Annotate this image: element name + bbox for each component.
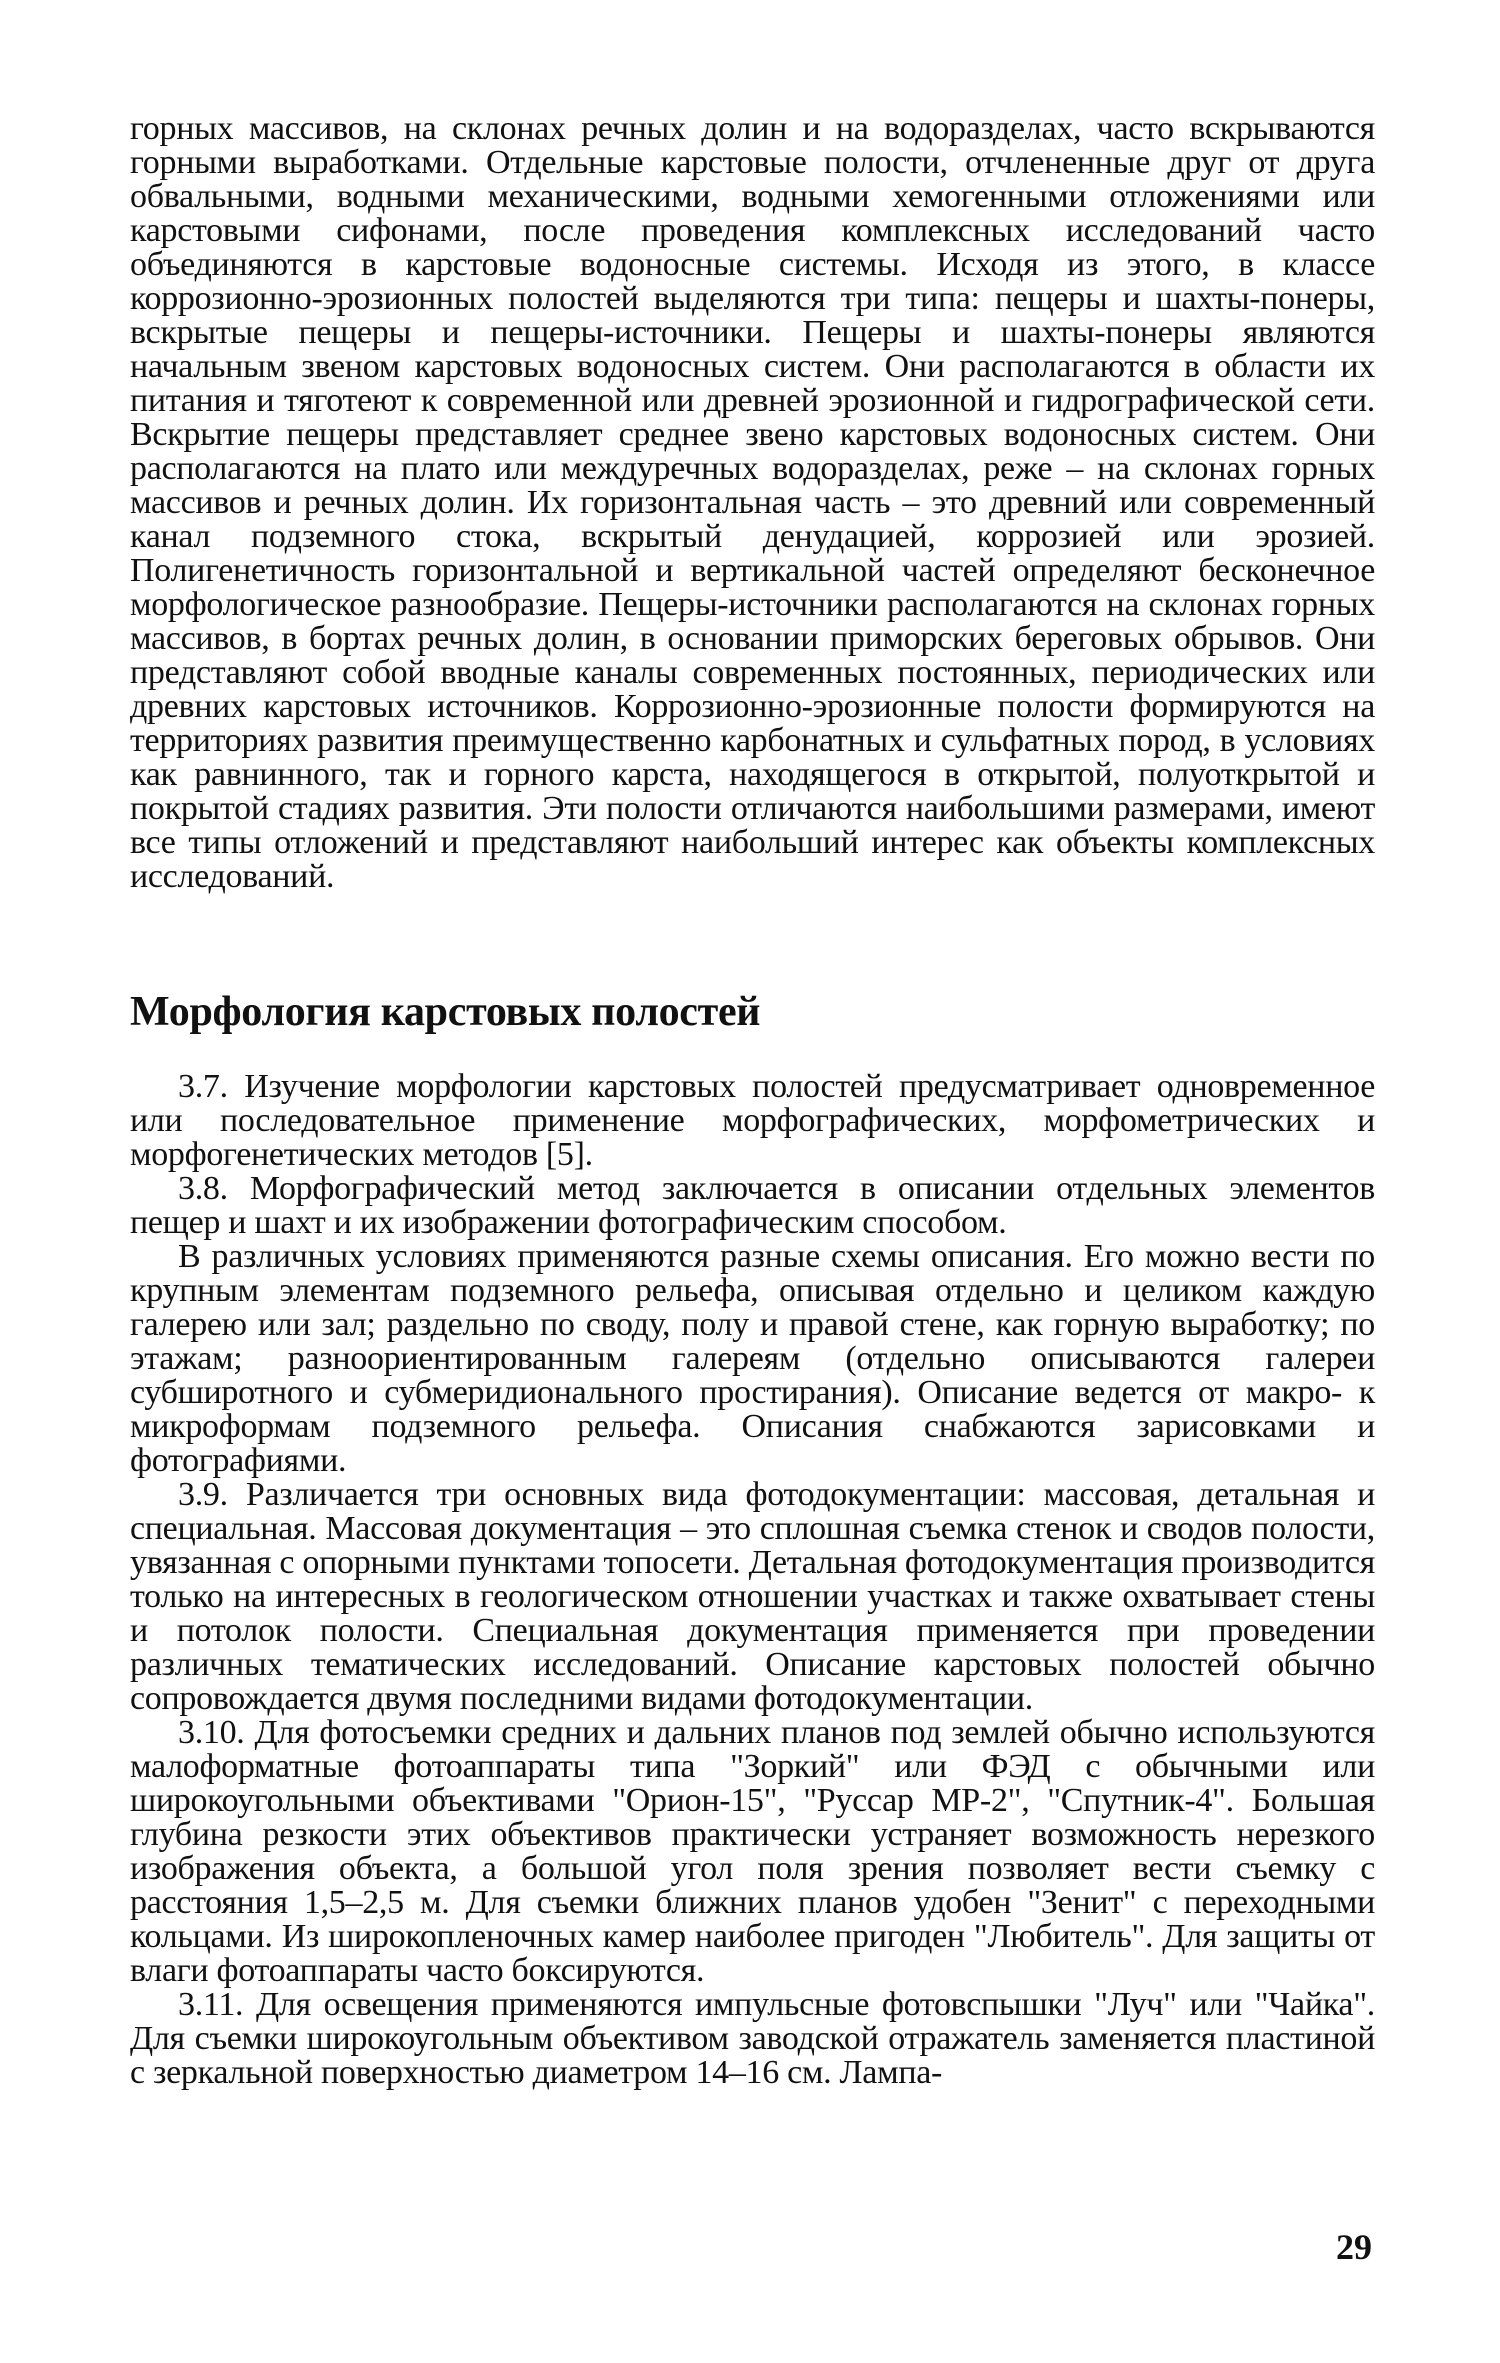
paragraph: горных массивов, на склонах речных долин и на водоразделах, часто вскрываются горными выработками. Отдельные карстовые полости, отчлененные друг от друга обвальными, водными механическими, водными хемогенными отложениями или карстовыми сифонами, после проведения комплексных исследований часто объединяются в карстовые водоносные системы. Исходя из этого, в классе коррозионно-эрозионных полостей выделяются три типа: пещеры и шахты-понеры, вскрытые пещеры и пещеры-источники. Пещеры и шахты-понеры являются начальным звеном карстовых водоносных систем. Они располагаются в области их питания и тяготеют к современной или древней эрозионной и гидрографической сети. Вскрытие пещеры представляет среднее звено карстовых водоносных систем. Они располагаются на плато или междуречных водоразделах, реже – на склонах горных массивов и речных долин. Их горизонтальная часть – это древний или современный канал подземного стока, вскрытый денудацией, коррозией или эрозией. Полигенетичность горизонтальной и вертикальной частей определяют бесконечное морфологическое разнообразие. Пещеры-источники располагаются на склонах горных массивов, в бортах речных долин, в основании приморских береговых обрывов. Они представляют собой вводные каналы современных постоянных, периодических или древних карстовых источников. Коррозионно-эрозионные полости формируются на территориях развития преимущественно карбонатных и сульфатных пород, в условиях как равнинного, так и горного карста, находящегося в открытой, полуоткрытой и покрытой стадиях развития. Эти полости отличаются наибольшими размерами, имеют все типы отложений и представляют наибольший интерес как объекты комплексных исследований. <box>130 110 1375 895</box>
page-number: 29 <box>1336 2227 1372 2267</box>
paragraph-description-schemes: В различных условиях применяются разные схемы описания. Его можно вести по крупным элементам подземного рельефа, описывая отдельно и целиком каждую галерею или зал; раздельно по своду, полу и правой стене, как горную выработку; по этажам; разноориентированным галереям (отдельно описываются галереи субширотного и субмеридионального простирания). Описание ведется от макро- к микроформам подземного рельефа. Описания снабжаются зарисовками и фотографиями. <box>130 1238 1375 1479</box>
section-text-block <box>130 1070 1375 2090</box>
section-heading: Морфология карстовых полостей <box>130 989 761 1035</box>
intro-text-block <box>130 112 1375 894</box>
paragraph-3-7: 3.7. Изучение морфологии карстовых полостей предусматривает одновременное или последовательное применение морфографических, морфометрических и морфогенетических методов [5]. <box>130 1068 1375 1173</box>
paragraph-3-9: 3.9. Различается три основных вида фотодокументации: массовая, детальная и специальная. Массовая документация – это сплошная съемка стенок и сводов полости, увязанная с опорными пунктами топосети. Детальная фотодокументация производится только на интересных в геологическом отношении участках и также охватывает стены и потолок полости. Специальная документация применяется при проведении различных тематических исследований. Описание карстовых полостей обычно сопровождается двумя последними видами фотодокументации. <box>130 1476 1375 1717</box>
paragraph-3-10: 3.10. Для фотосъемки средних и дальних планов под землей обычно используются малоформатные фотоаппараты типа "Зоркий" или ФЭД с обычными или широкоугольными объективами "Орион-15", "Руссар МР-2", "Спутник-4". Большая глубина резкости этих объективов практически устраняет возможность нерезкого изображения объекта, а большой угол поля зрения позволяет вести съемку с расстояния 1,5–2,5 м. Для съемки ближних планов удобен "Зенит" с переходными кольцами. Из широкопленочных камер наиболее пригоден "Любитель". Для защиты от влаги фотоаппараты часто боксируются. <box>130 1714 1375 1989</box>
paragraph-3-8: 3.8. Морфографический метод заключается в описании отдельных элементов пещер и шахт и их изображении фотографическим способом. <box>130 1170 1375 1241</box>
paragraph-3-11: 3.11. Для освещения применяются импульсные фотовспышки "Луч" или "Чайка". Для съемки широкоугольным объективом заводской отражатель заменяется пластиной с зеркальной поверхностью диаметром 14–16 см. Лампа- <box>130 1986 1375 2091</box>
